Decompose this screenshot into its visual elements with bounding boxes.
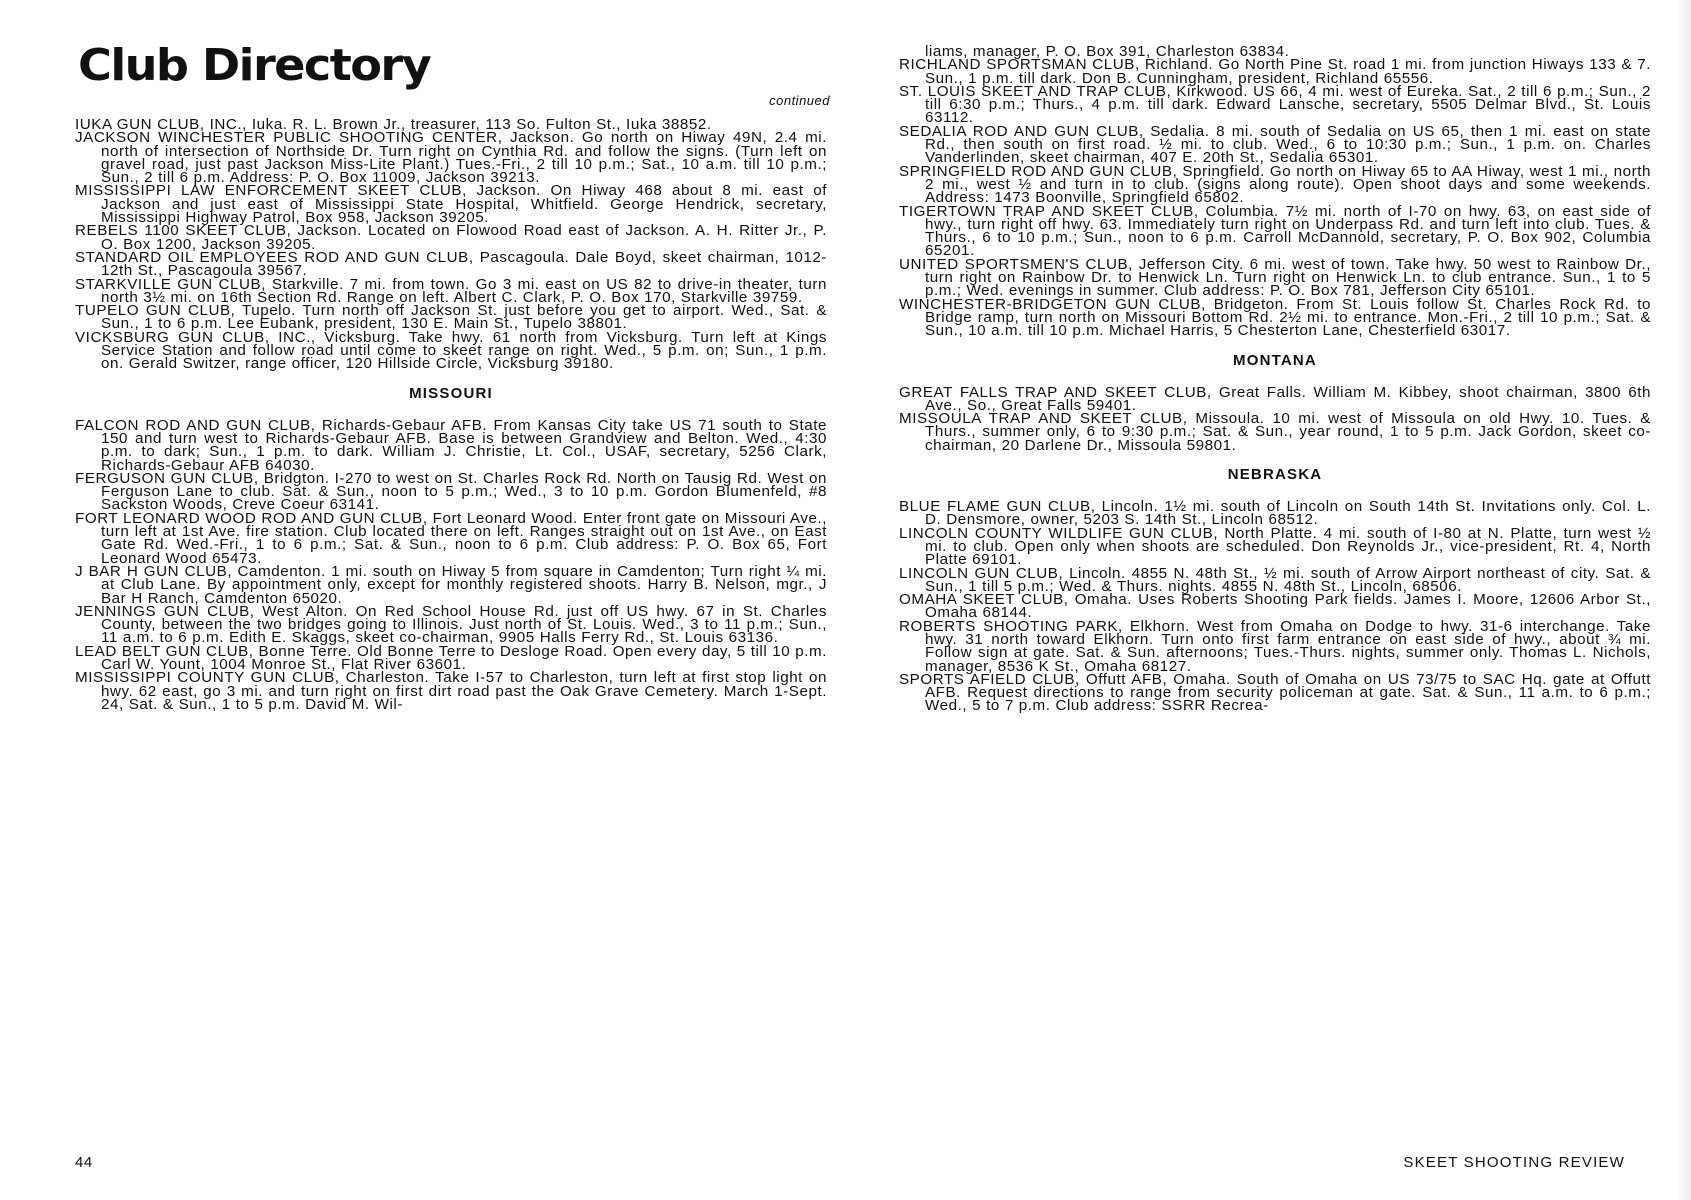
club-entry: JENNINGS GUN CLUB, West Alton. On Red School House Rd. just off US hwy. 67 in St. Charles County, between the two bridges going to Illinois. Just north of St. Louis. Wed., 3 to 11 p.m.; Sun., 11 a.m. to 6 p.m. Edith E. Skaggs, skeet co-chairman, 9905 Halls Ferry Rd., St. Louis 63136. [75, 602, 827, 647]
club-entry: OMAHA SKEET CLUB, Omaha. Uses Roberts Shooting Park fields. James I. Moore, 12606 Arbor St., Omaha 68144. [899, 591, 1651, 622]
page-number: 44 [75, 1154, 93, 1171]
club-entry: SPORTS AFIELD CLUB, Offutt AFB, Omaha. South of Omaha on US 73/75 to SAC Hq. gate at Offutt AFB. Request directions to range from security policeman at gate. Sat. & Sun., 11 a.m. to 6 p.m.; Wed., 5 to 7 p.m. Club address: SSRR Recrea- [899, 670, 1651, 715]
club-entry: GREAT FALLS TRAP AND SKEET CLUB, Great Falls. William M. Kibbey, shoot chairman, 3800 6th Ave., So., Great Falls 59401. [899, 383, 1651, 414]
state-heading: MISSOURI [409, 384, 493, 402]
club-entry: BLUE FLAME GUN CLUB, Lincoln. 1½ mi. south of Lincoln on South 14th St. Invitations only. Col. L. D. Densmore, owner, 5203 S. 14th St., Lincoln 68512. [899, 498, 1651, 529]
club-entry: UNITED SPORTSMEN'S CLUB, Jefferson City. 6 mi. west of town. Take hwy. 50 west to Rainbow Dr., turn right on Rainbow Dr. to Henwick Ln. Turn right on Henwick Ln. to club entrance. Sun., 1 to 5 p.m.; Wed. evenings in summer. Club address: P. O. Box 781, Jefferson City 65101. [899, 255, 1651, 300]
club-entry: VICKSBURG GUN CLUB, INC., Vicksburg. Take hwy. 61 north from Vicksburg. Turn left at Kings Service Station and follow road until come to skeet range on right. Wed., 5 p.m. on; Sun., 1 p.m. on. Gerald Switzer, range officer, 120 Hillside Circle, Vicksburg 39180. [75, 328, 827, 373]
club-entry: FALCON ROD AND GUN CLUB, Richards-Gebaur AFB. From Kansas City take US 71 south to State 150 and turn west to Richards-Gebaur AFB. Base is between Grandview and Belton. Wed., 4:30 p.m. to dark; Sun., 1 p.m. to dark. William J. Christie, Lt. Col., USAF, secretary, 5256 Clark, Richards-Gebaur AFB 64030. [75, 416, 827, 474]
club-entry: REBELS 1100 SKEET CLUB, Jackson. Located on Flowood Road east of Jackson. A. H. Ritter Jr., P. O. Box 1200, Jackson 39205. [75, 222, 827, 253]
club-entry: LEAD BELT GUN CLUB, Bonne Terre. Old Bonne Terre to Desloge Road. Open every day, 5 till 10 p.m. Carl W. Yount, 1004 Monroe St., Flat River 63601. [75, 642, 827, 673]
club-entry: SEDALIA ROD AND GUN CLUB, Sedalia. 8 mi. south of Sedalia on US 65, then 1 mi. east on state Rd., then south on first road. ½ mi. to club. Wed., 6 to 10:30 p.m.; Sun., 1 p.m. on. Charles Vanderlinden, skeet chairman, 407 E. 20th St., Sedalia 65301. [899, 122, 1651, 167]
club-entry: IUKA GUN CLUB, INC., Iuka. R. L. Brown Jr., treasurer, 113 So. Fulton St., Iuka 38852. [75, 116, 712, 133]
club-entry: STANDARD OIL EMPLOYEES ROD AND GUN CLUB, Pascagoula. Dale Boyd, skeet chairman, 1012-12th St., Pascagoula 39567. [75, 248, 827, 280]
club-entry: FERGUSON GUN CLUB, Bridgton. I-270 to west on St. Charles Rock Rd. North on Tausig Rd. West on Ferguson Lane to club. Sat. & Sun., noon to 5 p.m.; Wed., 3 to 10 p.m. Gordon Blumenfeld, #8 Sackston Woods, Creve Coeur 63141. [75, 469, 827, 514]
club-entry: MISSOULA TRAP AND SKEET CLUB, Missoula. 10 mi. west of Missoula on old Hwy. 10. Tues. & Thurs., summer only, 6 to 9:30 p.m.; Sat. & Sun., year round, 1 to 5 p.m. Jack Gordon, skeet co-chairman, 20 Darlene Dr., Missoula 59801. [899, 410, 1651, 454]
publication-name: SKEET SHOOTING REVIEW [1403, 1154, 1625, 1171]
state-heading: NEBRASKA [1227, 466, 1323, 484]
club-entry: JACKSON WINCHESTER PUBLIC SHOOTING CENTER, Jackson. Go north on Hiway 49N, 2.4 mi. north of intersection of Northside Dr. Turn right on Cynthia Rd. and follow the signs. (Turn left on gravel road, just past Jackson Miss-Lite Plant.) Tues.-Fri., 2 till 10 p.m.; Sat., 10 a.m. till 10 p.m.; Sun., 2 till 6 p.m. Address: P. O. Box 11009, Jackson 39213. [75, 129, 827, 187]
club-entry: ST. LOUIS SKEET AND TRAP CLUB, Kirkwood. US 66, 4 mi. west of Eureka. Sat., 2 till 6 p.m.; Sun., 2 till 6:30 p.m.; Thurs., 4 p.m. till dark. Edward Lansche, secretary, 5505 Delmar Blvd., St. Louis 63112. [899, 82, 1651, 127]
club-entry: LINCOLN COUNTY WILDLIFE GUN CLUB, North Platte. 4 mi. south of I-80 at N. Platte, turn west ½ mi. to club. Open only when shoots are scheduled. Don Reynolds Jr., vice-president, Rt. 4, North Platte 69101. [899, 524, 1651, 569]
club-entry: ROBERTS SHOOTING PARK, Elkhorn. West from Omaha on Dodge to hwy. 31-6 interchange. Take hwy. 31 north toward Elkhorn. Turn onto first farm entrance on east side of hwy., about ¾ mi. Follow sign at gate. Sat. & Sun. afternoons; Tues.-Thurs. nights, summer only. Thomas L. Nichols, manager, 8536 K St., Omaha 68127. [899, 617, 1651, 675]
page-title: Club Directory [78, 40, 431, 91]
club-entry: SPRINGFIELD ROD AND GUN CLUB, Springfield. Go north on Hiway 65 to AA Hiway, west 1 mi., north 2 mi., west ½ and turn in to club. (signs along route). Open shoot days and some weekends. Address: 1473 Boonville, Springfield 65802. [899, 162, 1652, 207]
club-entry: TUPELO GUN CLUB, Tupelo. Turn north off Jackson St. just before you get to airport. Wed., Sat. & Sun., 1 to 6 p.m. Lee Eubank, president, 130 E. Main St., Tupelo 38801. [75, 302, 827, 333]
club-entry: MISSISSIPPI LAW ENFORCEMENT SKEET CLUB, Jackson. On Hiway 468 about 8 mi. east of Jackson and just east of Mississippi State Hospital, Whitfield. George Hendrick, secretary, Mississippi Highway Patrol, Box 958, Jackson 39205. [75, 182, 827, 227]
club-entry-continued: liams, manager, P. O. Box 391, Charleston 63834. [925, 43, 1290, 60]
left-column [75, 118, 827, 711]
club-entry: MISSISSIPPI COUNTY GUN CLUB, Charleston. Take I-57 to Charleston, turn left at first stop light on hwy. 62 east, go 3 mi. and turn right on first dirt road past the Oak Grave Cemetery. March 1-Sept. 24, Sat. & Sun., 1 to 5 p.m. David M. Wil- [75, 669, 827, 713]
club-entry: TIGERTOWN TRAP AND SKEET CLUB, Columbia. 7½ mi. north of I-70 on hwy. 63, on east side of hwy., turn right off hwy. 63. Immediately turn right on Underpass Rd. and turn left into club. Tues. & Thurs., 6 to 10 p.m.; Sun., noon to 6 p.m. Carroll McDannold, secretary, P. O. Box 902, Columbia 65201. [899, 202, 1651, 260]
club-entry: RICHLAND SPORTSMAN CLUB, Richland. Go North Pine St. road 1 mi. from junction Hiways 133 & 7. Sun., 1 p.m. till dark. Don B. Cunningham, president, Richland 65556. [899, 56, 1651, 87]
club-entry: STARKVILLE GUN CLUB, Starkville. 7 mi. from town. Go 3 mi. east on US 82 to drive-in theater, turn north 3½ mi. on 16th Section Rd. Range on left. Albert C. Clark, P. O. Box 170, Starkville 39759. [75, 275, 827, 306]
right-column [899, 45, 1651, 713]
state-heading: MONTANA [1233, 351, 1317, 369]
club-entry: WINCHESTER-BRIDGETON GUN CLUB, Bridgeton. From St. Louis follow St. Charles Rock Rd. to Bridge ramp, turn north on Missouri Bottom Rd. 2½ mi. to entrance. Mon.-Fri., 2 till 10 p.m.; Sat. & Sun., 10 a.m. till 10 p.m. Michael Harris, 5 Chesterton Lane, Chesterfield 63017. [899, 295, 1651, 340]
continued-label: continued [769, 93, 830, 108]
page-edge-shadow [1678, 0, 1691, 1200]
club-entry: FORT LEONARD WOOD ROD AND GUN CLUB, Fort Leonard Wood. Enter front gate on Missouri Ave., turn left at 1st Ave. fire station. Club located there on left. Ranges straight out on 1st Ave., on East Gate Rd. Wed.-Fri., 1 to 6 p.m.; Sat. & Sun., noon to 6 p.m. Club address: P. O. Box 65, Fort Leonard Wood 65473. [75, 509, 827, 567]
club-entry: J BAR H GUN CLUB, Camdenton. 1 mi. south on Hiway 5 from square in Camdenton; Turn right ¼ mi. at Club Lane. By appointment only, except for monthly registered shoots. Harry B. Nelson, mgr., J Bar H Ranch, Camdenton 65020. [75, 562, 827, 607]
club-entry: LINCOLN GUN CLUB, Lincoln. 4855 N. 48th St., ½ mi. south of Arrow Airport northeast of city. Sat. & Sun., 1 till 5 p.m.; Wed. & Thurs. nights. 4855 N. 48th St., Lincoln, 68506. [899, 564, 1651, 595]
